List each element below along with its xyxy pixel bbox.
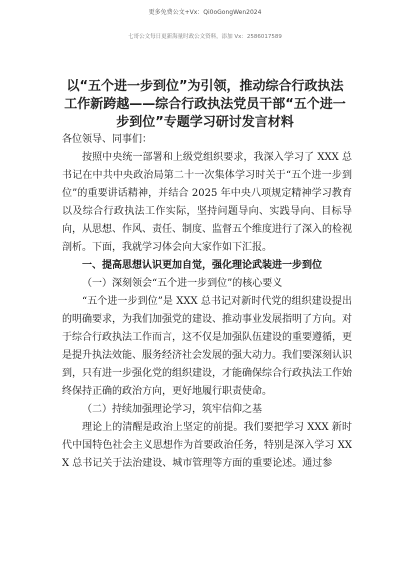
watermark-header: 更多免费公文+Vx：Qi0oGongWen2024 (148, 9, 262, 16)
section-heading: 一、提高思想认识更加自觉，强化理论武装进一步到位 (82, 260, 322, 271)
subsection-heading: （二）持续加强理论学习，筑牢信仰之基 (82, 404, 262, 415)
body-paragraph: “五个进一步到位”是 XXX 总书记对新时代党的组织建设提出的明确要求，为我们加强党的建设、推动事业发展指明了方向。对于综合行政执法工作而言，这不仅是加强队伍建设的重要遵循，更是提升执法效能、服务经济社会发展的强大动力。我们要深刻认识到，只有进一步强化党的组织建设，才能确保综合行政执法工作始终保持正确的政治方向，更好地履行职责使命。 (62, 296, 352, 397)
body-paragraph: 理论上的清醒是政治上坚定的前提。我们要把学习 XXX 新时代中国特色社会主义思想作为首要政治任务，特别是深入学习 XXX 总书记关于法治建设、城市管理等方面的重要论述。通过参 (62, 422, 352, 469)
document-body (62, 131, 352, 473)
subsection-heading: （一）深刻领会“五个进一步到位”的核心要义 (82, 278, 283, 289)
source-note: 七哥公文每日更新海量时政公文资料，添加 Vx：2586017589 (128, 34, 282, 40)
salutation: 各位领导、同事们： (62, 134, 152, 145)
document-title: 以“五个进一步到位”为引领，推动综合行政执法工作新跨越——综合行政执法党员干部“五个进一步到位”专题学习研讨发言材料 (64, 79, 346, 130)
intro-paragraph: 按照中央统一部署和上级党组织要求，我深入学习了 XXX 总书记在中共中央政治局第二十一次集体学习时关于“五个进一步到位”的重要讲话精神，并结合 2025 年中央八项规定精神学习教育以及综合行政执法工作实际，坚持问题导向、实践导向、目标导向，从思想、作风、责任、制度、监督五个维度进行了深入的检视剖析。下面，我就学习体会向大家作如下汇报。 (62, 152, 352, 253)
